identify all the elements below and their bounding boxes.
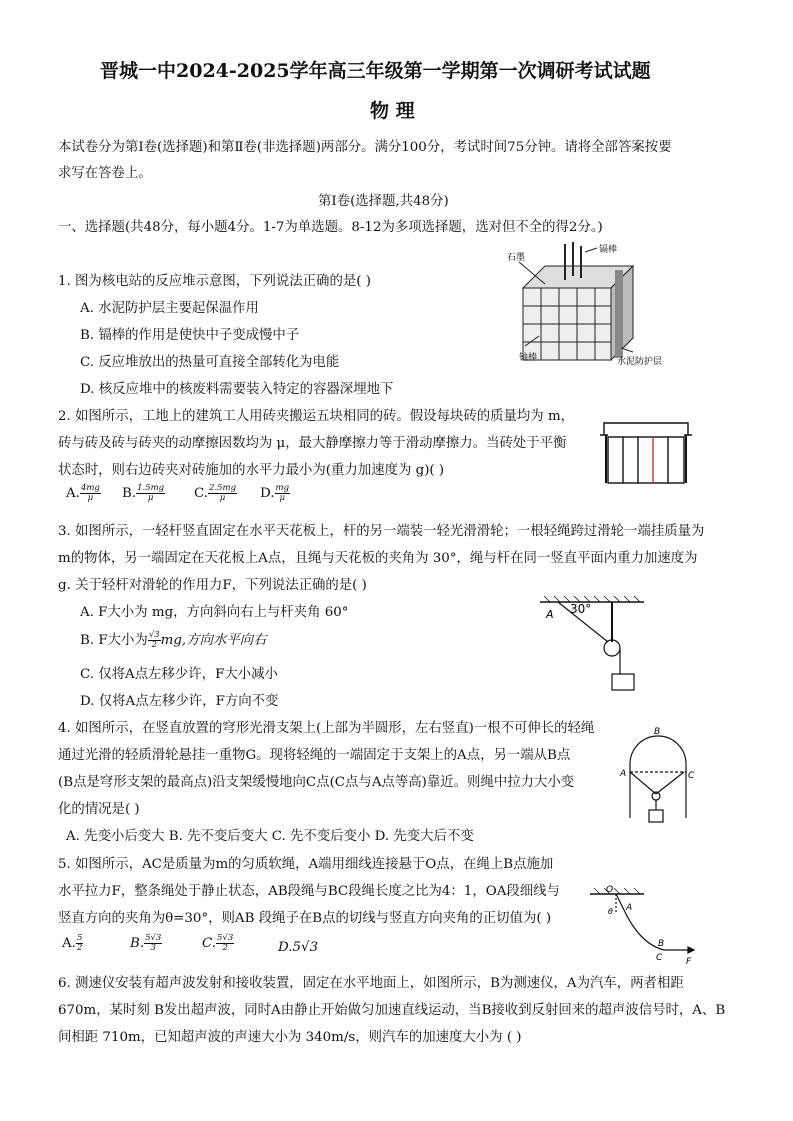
fig-theta: θ xyxy=(608,907,613,916)
q5-line: 水平拉力F，整条绳处于静止状态，AB段绳与BC段绳长度之比为4：1，OA段细线与 xyxy=(58,884,560,899)
q2-option-letter: A. xyxy=(66,486,80,501)
fig-force-f: F xyxy=(686,957,692,966)
section-title: 第Ⅰ卷(选择题,共48分) xyxy=(318,194,449,209)
arch-figure xyxy=(618,722,702,830)
q3-line: m的物体，另一端固定在天花板上A点，且绳与天花板的夹角为 30°，绳与杆在同一竖直平面内重力加速度为 xyxy=(58,551,698,566)
q3-option-b-den: 2 xyxy=(151,640,157,650)
fig-point-b: B xyxy=(654,727,661,737)
q4-line: (B点是穹形支架的最高点)沿支架缓慢地向C点(C点与A点等高)靠近。则绳中拉力大小变 xyxy=(58,775,575,790)
q2-line: 2. 如图所示，工地上的建筑工人用砖夹搬运五块相同的砖。假设每块砖的质量均为 m， xyxy=(58,409,575,424)
intro-line: 本试卷分为第Ⅰ卷(选择题)和第Ⅱ卷(非选择题)两部分。满分100分，考试时间75分钟。请将全部答案按要 xyxy=(58,140,672,155)
q5-option-letter: B. xyxy=(130,936,145,951)
fig-label-cement: 水泥防护层 xyxy=(617,357,663,367)
q2-option-den: μ xyxy=(87,493,94,503)
rope-figure xyxy=(588,880,698,966)
q5-option-num: 5 xyxy=(76,933,83,943)
q4-options: A. 先变小后变大 B. 先不变后变大 C. 先不变后变小 D. 先变大后不变 xyxy=(66,829,474,844)
q2-option-num: 1.5mg xyxy=(137,483,165,493)
q6-line: 6. 测速仪安装有超声波发射和接收装置，固定在水平地面上，如图所示，B为测速仪，A为汽车，两者相距 xyxy=(58,976,684,991)
q2-option-num: 2.5mg xyxy=(209,483,237,493)
fig-label-uranium: 铀棒 xyxy=(519,353,538,363)
fig-point-a: A xyxy=(546,608,554,621)
q2-option-num: 4mg xyxy=(80,483,100,493)
q1-option-a: A. 水泥防护层主要起保温作用 xyxy=(80,301,259,316)
q2-option-num: mg xyxy=(275,483,290,493)
pulley-figure xyxy=(540,596,650,698)
q3-option-b-num: √3 xyxy=(148,630,160,640)
q2-option-d xyxy=(260,484,290,503)
fig-point-b: B xyxy=(658,939,665,949)
q2-option-c xyxy=(194,484,237,503)
fig-label-cadmium: 镉棒 xyxy=(599,245,618,255)
q4-line: 4. 如图所示，在竖直放置的穹形光滑支架上(上部为半圆形，左右竖直)一根不可伸长的轻绳 xyxy=(58,721,595,736)
q3-option-c: C. 仅将A点左移少许，F大小减小 xyxy=(80,667,278,682)
q5-option-num: 5√3 xyxy=(217,933,234,943)
fig-point-a: A xyxy=(626,903,633,913)
q5-option-letter: A. xyxy=(62,936,76,951)
q5-option-c xyxy=(202,934,234,953)
page-title: 晋城一中2024-2025学年高三年级第一学期第一次调研考试试题 xyxy=(100,60,651,82)
section-instructions: 一、选择题(共48分，每小题4分。1-7为单选题。8-12为多项选择题，选对但不全的得2分。) xyxy=(58,220,603,235)
q2-option-a xyxy=(66,484,101,503)
q5-option-den: 2 xyxy=(222,943,228,953)
q5-line: 竖直方向的夹角为θ=30°，则AB 段绳子在B点的切线与竖直方向夹角的正切值为( ) xyxy=(58,911,552,926)
subject-title: 物 理 xyxy=(370,100,415,122)
q3-option-b-post: mg,方向水平向右 xyxy=(160,633,267,648)
q1-option-d: D. 核反应堆中的核废料需要装入特定的容器深埋地下 xyxy=(80,382,394,397)
fig-point-c: C xyxy=(688,771,695,781)
q3-option-a: A. F大小为 mg，方向斜向右上与杆夹角 60° xyxy=(80,605,349,620)
q6-line: 间相距 710m，已知超声波的声速大小为 340m/s，则汽车的加速度大小为 ( ) xyxy=(58,1030,522,1045)
q3-line: g. 关于轻杆对滑轮的作用力F，下列说法正确的是( ) xyxy=(58,578,367,593)
reactor-figure xyxy=(505,240,705,370)
q6-line: 670m，某时刻 B发出超声波，同时A由静止开始做匀加速直线运动，当B接收到反射回来的超声波信号时，A、B xyxy=(58,1003,726,1018)
q5-option-num: 5√3 xyxy=(145,933,162,943)
q2-option-letter: D. xyxy=(260,486,275,501)
fig-angle-label: 30° xyxy=(570,602,592,616)
q5-option-den: 3 xyxy=(150,943,156,953)
q3-line: 3. 如图所示，一轻杆竖直固定在水平天花板上，杆的另一端装一轻光滑滑轮；一根轻绳跨过滑轮一端挂质量为 xyxy=(58,524,705,539)
fig-point-o: O xyxy=(606,885,614,895)
intro-line: 求写在答卷上。 xyxy=(58,166,152,181)
fig-label-graphite: 石墨 xyxy=(507,253,526,263)
q5-option-den: 2 xyxy=(76,943,83,953)
q5-line: 5. 如图所示，AC是质量为m的匀质软绳，A端用细线连接悬于O点，在绳上B点施加 xyxy=(58,857,554,872)
q2-option-b xyxy=(122,484,165,503)
q2-option-den: μ xyxy=(279,493,286,503)
q2-option-letter: C. xyxy=(194,486,209,501)
q4-line: 通过光滑的轻质滑轮悬挂一重物G。现将轻绳的一端固定于支架上的A点，另一端从B点 xyxy=(58,748,571,763)
q2-line: 砖与砖及砖与砖夹的动摩擦因数均为 μ，最大静摩擦力等于滑动摩擦力。当砖处于平衡 xyxy=(58,436,567,451)
q3-option-b-pre: B. F大小为 xyxy=(80,633,148,648)
q2-line: 状态时，则右边砖夹对砖施加的水平力最小为(重力加速度为 g)( ) xyxy=(58,463,445,478)
q1-stem: 1. 图为核电站的反应堆示意图，下列说法正确的是( ) xyxy=(58,274,371,289)
q5-option-letter: C. xyxy=(202,936,217,951)
q2-option-den: μ xyxy=(219,493,226,503)
q1-option-c: C. 反应堆放出的热量可直接全部转化为电能 xyxy=(80,355,340,370)
q3-option-d: D. 仅将A点左移少许，F方向不变 xyxy=(80,694,279,709)
q5-option-b xyxy=(130,934,162,953)
q3-option-b xyxy=(80,629,267,650)
q2-option-den: μ xyxy=(147,493,154,503)
brick-clamp-figure xyxy=(598,415,698,487)
q2-option-letter: B. xyxy=(122,486,137,501)
q4-line: 化的情况是( ) xyxy=(58,802,140,817)
fig-point-c: C xyxy=(656,953,663,963)
q5-option-a xyxy=(62,934,83,953)
q1-option-b: B. 镉棒的作用是使快中子变成慢中子 xyxy=(80,328,300,343)
q5-option-d: D.5√3 xyxy=(278,940,319,955)
fig-point-a: A xyxy=(620,769,627,779)
